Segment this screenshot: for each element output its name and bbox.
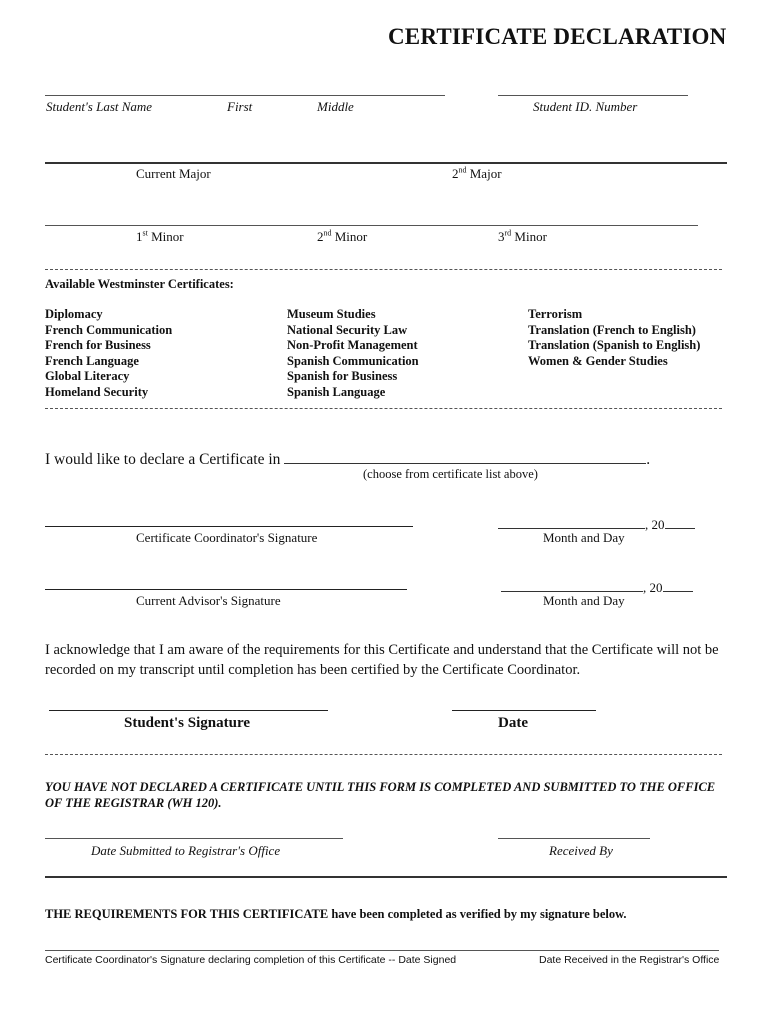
date-received-label: Date Received in the Registrar's Office <box>539 954 720 966</box>
acknowledgement-text: I acknowledge that I am aware of the requirements for this Certificate and understand that the Certificate will not be recorded on my transcript until completion has been certified by the Certificate Coordinator. <box>45 642 719 678</box>
certificates-heading: Available Westminster Certificates: <box>45 277 234 291</box>
certificate-item: French for Business <box>45 338 151 352</box>
student-signature-label: Student's Signature <box>124 715 251 731</box>
certificate-item: Global Literacy <box>45 369 130 383</box>
completion-signature-line[interactable] <box>45 950 719 951</box>
third-minor-label: 3rd Minor <box>498 228 547 244</box>
coordinator-signature-label: Certificate Coordinator's Signature <box>136 530 318 545</box>
coordinator-date-field: , 20 <box>498 514 695 533</box>
section-divider <box>45 876 727 878</box>
certificate-item: Women & Gender Studies <box>528 353 668 368</box>
advisor-date-field: , 20 <box>501 577 693 596</box>
student-name-line[interactable] <box>45 95 445 96</box>
received-by-label: Received By <box>549 843 613 858</box>
coordinator-signature-line[interactable] <box>45 526 413 527</box>
student-date-label: Date <box>498 715 528 731</box>
certificate-item: Translation (French to English) <box>528 322 696 337</box>
coordinator-year-blank[interactable] <box>665 514 695 529</box>
dashed-divider <box>45 754 722 755</box>
certificate-item: Spanish Language <box>287 384 386 399</box>
majors-line[interactable] <box>45 162 727 164</box>
dashed-divider <box>45 269 722 270</box>
certificate-item: French Communication <box>45 322 173 337</box>
student-id-label: Student ID. Number <box>533 99 638 114</box>
advisor-year-blank[interactable] <box>663 577 693 592</box>
middle-name-label: Middle <box>317 99 354 114</box>
certificates-col-1 <box>45 307 172 400</box>
advisor-signature-label: Current Advisor's Signature <box>136 593 281 608</box>
completion-statement: THE REQUIREMENTS FOR THIS CERTIFICATE have been completed as verified by my signature below. <box>45 907 627 921</box>
second-major-label: 2nd Major <box>452 165 502 181</box>
date-submitted-line[interactable] <box>45 838 343 839</box>
certificate-item: Spanish for Business <box>287 369 398 383</box>
certificate-item: Translation (Spanish to English) <box>528 338 701 352</box>
registrar-notice: YOU HAVE NOT DECLARED A CERTIFICATE UNTIL THIS FORM IS COMPLETED AND SUBMITTED TO THE OFFICE OF THE REGISTRAR (WH 120). <box>45 780 716 810</box>
certificate-choice-field[interactable] <box>284 449 646 464</box>
page-title: CERTIFICATE DECLARATION <box>388 24 727 49</box>
student-signature-line[interactable] <box>49 710 328 711</box>
advisor-month-day-label: Month and Day <box>543 593 625 608</box>
advisor-month-day-blank[interactable] <box>501 577 643 592</box>
last-name-label: Student's Last Name <box>46 99 153 114</box>
certificates-col-3 <box>528 307 700 369</box>
dashed-divider <box>45 408 722 409</box>
date-submitted-label: Date Submitted to Registrar's Office <box>91 843 281 858</box>
certificates-col-2 <box>287 307 419 400</box>
advisor-signature-line[interactable] <box>45 589 407 590</box>
student-date-line[interactable] <box>452 710 596 711</box>
coordinator-month-day-blank[interactable] <box>498 514 645 529</box>
student-id-line[interactable] <box>498 95 688 96</box>
first-name-label: First <box>227 99 253 114</box>
certificate-item: Non-Profit Management <box>287 338 418 352</box>
current-major-label: Current Major <box>136 166 211 181</box>
declare-certificate-row: I would like to declare a Certificate in . <box>45 451 651 468</box>
declare-prompt: I would like to declare a Certificate in <box>45 451 281 468</box>
choose-hint: (choose from certificate list above) <box>363 467 538 481</box>
certificate-item: French Language <box>45 353 139 368</box>
completion-signature-label: Certificate Coordinator's Signature declaring completion of this Certificate -- Date Signed <box>45 954 457 966</box>
certificate-item: Diplomacy <box>45 307 103 321</box>
coordinator-month-day-label: Month and Day <box>543 530 625 545</box>
certificate-item: Museum Studies <box>287 307 376 321</box>
minors-line[interactable] <box>45 225 698 226</box>
certificate-item: Spanish Communication <box>287 353 419 368</box>
certificate-item: Terrorism <box>528 307 583 321</box>
certificate-item: Homeland Security <box>45 384 149 399</box>
second-minor-label: 2nd Minor <box>317 228 368 244</box>
received-by-line[interactable] <box>498 838 650 839</box>
certificate-item: National Security Law <box>287 322 408 337</box>
first-minor-label: 1st Minor <box>136 228 184 244</box>
